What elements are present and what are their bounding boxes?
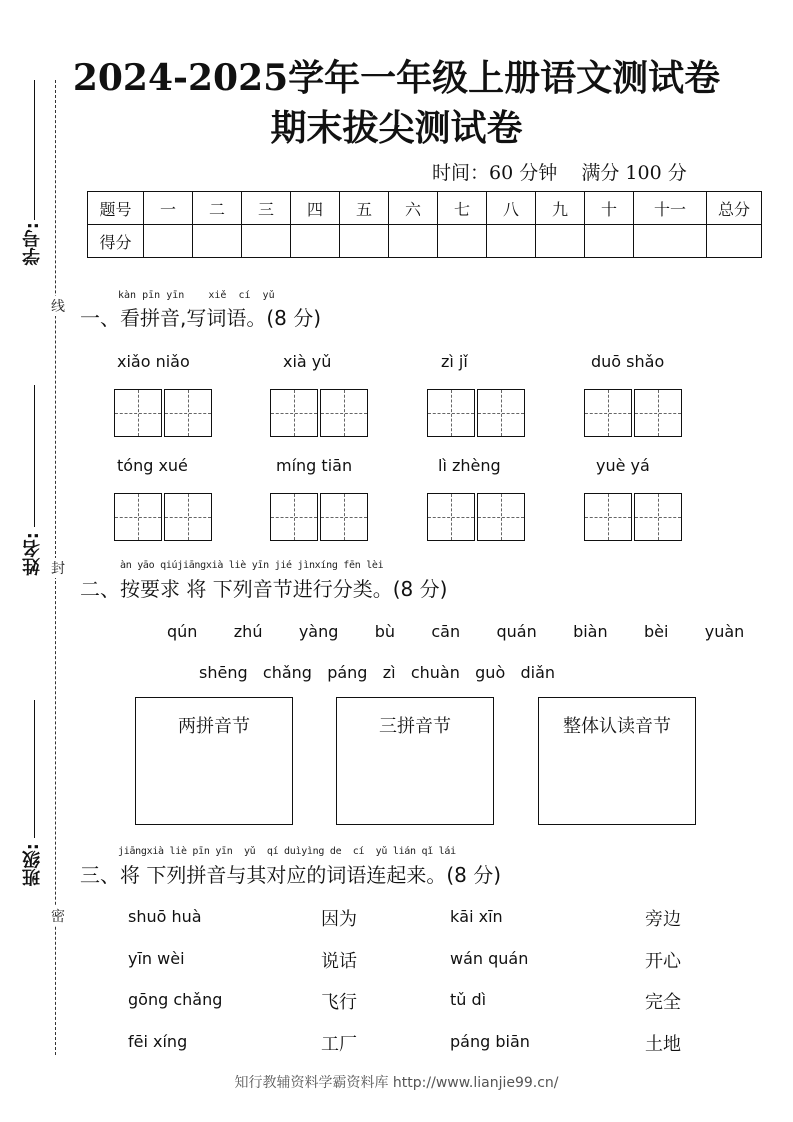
score-cell[interactable]: [707, 225, 762, 258]
table-cell: 四: [291, 192, 340, 225]
pinyin-item: tóng xué: [117, 456, 188, 475]
score-cell[interactable]: [291, 225, 340, 258]
table-cell: 二: [193, 192, 242, 225]
match-word[interactable]: 旁边: [645, 909, 681, 930]
match-word[interactable]: 说话: [321, 951, 357, 972]
pinyin-item: xiǎo niǎo: [117, 352, 190, 371]
tianzige-box[interactable]: [634, 493, 682, 541]
score-cell[interactable]: [144, 225, 193, 258]
page-subtitle: 期末拔尖测试卷: [270, 107, 523, 149]
match-pinyin[interactable]: tǔ dì: [450, 990, 487, 1009]
class-label: 班级:: [22, 843, 43, 887]
binding-mark-feng: 封: [51, 558, 65, 578]
match-pinyin[interactable]: yīn wèi: [128, 949, 185, 968]
section2-ruby: àn yāo qiújiāngxià liè yīn jié jìnxíng fēn lèi: [120, 560, 384, 571]
class-line: [34, 700, 35, 838]
category-box-whole[interactable]: [538, 697, 696, 825]
tianzige-box[interactable]: [114, 493, 162, 541]
pinyin-item: lì zhèng: [438, 456, 501, 475]
section1-ruby: kàn pīn yīn xiě cí yǔ: [118, 290, 275, 301]
tianzige-box[interactable]: [164, 389, 212, 437]
name-label: 姓名:: [22, 532, 43, 576]
binding-mark-mi: 密: [51, 906, 65, 926]
match-word[interactable]: 工厂: [321, 1034, 357, 1055]
score-cell[interactable]: [487, 225, 536, 258]
tianzige-box[interactable]: [634, 389, 682, 437]
score-cell[interactable]: [242, 225, 291, 258]
name-line: [34, 385, 35, 527]
binding-mark-xian: 线: [51, 296, 65, 316]
match-pinyin[interactable]: páng biān: [450, 1032, 530, 1051]
table-cell: 三: [242, 192, 291, 225]
table-cell: 六: [389, 192, 438, 225]
tianzige-box[interactable]: [477, 389, 525, 437]
tianzige-box[interactable]: [164, 493, 212, 541]
student-no-line: [34, 80, 35, 220]
match-word[interactable]: 完全: [645, 992, 681, 1013]
table-cell: 十: [585, 192, 634, 225]
tianzige-box[interactable]: [320, 493, 368, 541]
match-word[interactable]: 土地: [645, 1034, 681, 1055]
score-cell[interactable]: [634, 225, 707, 258]
table-cell: 题号: [88, 192, 144, 225]
score-cell[interactable]: [585, 225, 634, 258]
score-table-header-row: [88, 192, 762, 225]
table-cell: 总分: [707, 192, 762, 225]
match-pinyin[interactable]: wán quán: [450, 949, 529, 968]
score-cell[interactable]: [536, 225, 585, 258]
syllable-row-1: qún zhú yàng bù cān quán biàn bèi yuàn: [167, 622, 745, 641]
tianzige-box[interactable]: [427, 389, 475, 437]
section3-ruby: jiāngxià liè pīn yīn yǔ qí duìyìng de cí yǔ lián qǐ lái: [118, 846, 456, 857]
tianzige-box[interactable]: [427, 493, 475, 541]
tianzige-box[interactable]: [477, 493, 525, 541]
pinyin-item: duō shǎo: [591, 352, 665, 371]
table-cell: 得分: [88, 225, 144, 258]
score-cell[interactable]: [340, 225, 389, 258]
student-no-label: 学号:: [22, 222, 43, 266]
tianzige-box[interactable]: [270, 389, 318, 437]
time-info: 时间：60 分钟 满分 100 分: [432, 162, 687, 184]
score-cell[interactable]: [389, 225, 438, 258]
syllable-row-2: shēng chǎng páng zì chuàn guò diǎn: [199, 663, 556, 682]
category-box-three-part[interactable]: [336, 697, 494, 825]
tianzige-box[interactable]: [114, 389, 162, 437]
tianzige-box[interactable]: [270, 493, 318, 541]
match-pinyin[interactable]: fēi xíng: [128, 1032, 188, 1051]
pinyin-item: yuè yá: [596, 456, 650, 475]
score-table: [87, 191, 762, 258]
section3-title: 三、将 下列拼音与其对应的词语连起来。(8 分): [80, 863, 502, 887]
section2-title: 二、按要求 将 下列音节进行分类。(8 分): [80, 577, 448, 601]
table-cell: 五: [340, 192, 389, 225]
tianzige-box[interactable]: [584, 493, 632, 541]
score-cell[interactable]: [438, 225, 487, 258]
match-word[interactable]: 飞行: [321, 992, 357, 1013]
match-pinyin[interactable]: kāi xīn: [450, 907, 503, 926]
table-cell: 十一: [634, 192, 707, 225]
table-cell: 七: [438, 192, 487, 225]
match-pinyin[interactable]: gōng chǎng: [128, 990, 223, 1009]
category-label: 两拼音节: [178, 716, 250, 737]
match-word[interactable]: 开心: [645, 951, 681, 972]
table-cell: 一: [144, 192, 193, 225]
score-table-score-row: [88, 225, 762, 258]
pinyin-item: zì jǐ: [441, 352, 468, 371]
category-box-two-part[interactable]: [135, 697, 293, 825]
table-cell: 九: [536, 192, 585, 225]
category-label: 三拼音节: [379, 716, 451, 737]
match-word[interactable]: 因为: [321, 909, 357, 930]
footer-watermark: 知行教辅资料学霸资料库 http://www.lianjie99.cn/: [234, 1075, 559, 1091]
table-cell: 八: [487, 192, 536, 225]
tianzige-box[interactable]: [584, 389, 632, 437]
pinyin-item: míng tiān: [276, 456, 353, 475]
page-title: 2024-2025学年一年级上册语文测试卷: [72, 57, 721, 99]
score-cell[interactable]: [193, 225, 242, 258]
pinyin-item: xià yǔ: [283, 352, 332, 371]
tianzige-box[interactable]: [320, 389, 368, 437]
category-label: 整体认读音节: [563, 716, 671, 737]
match-pinyin[interactable]: shuō huà: [128, 907, 202, 926]
section1-title: 一、看拼音,写词语。(8 分): [80, 306, 322, 330]
